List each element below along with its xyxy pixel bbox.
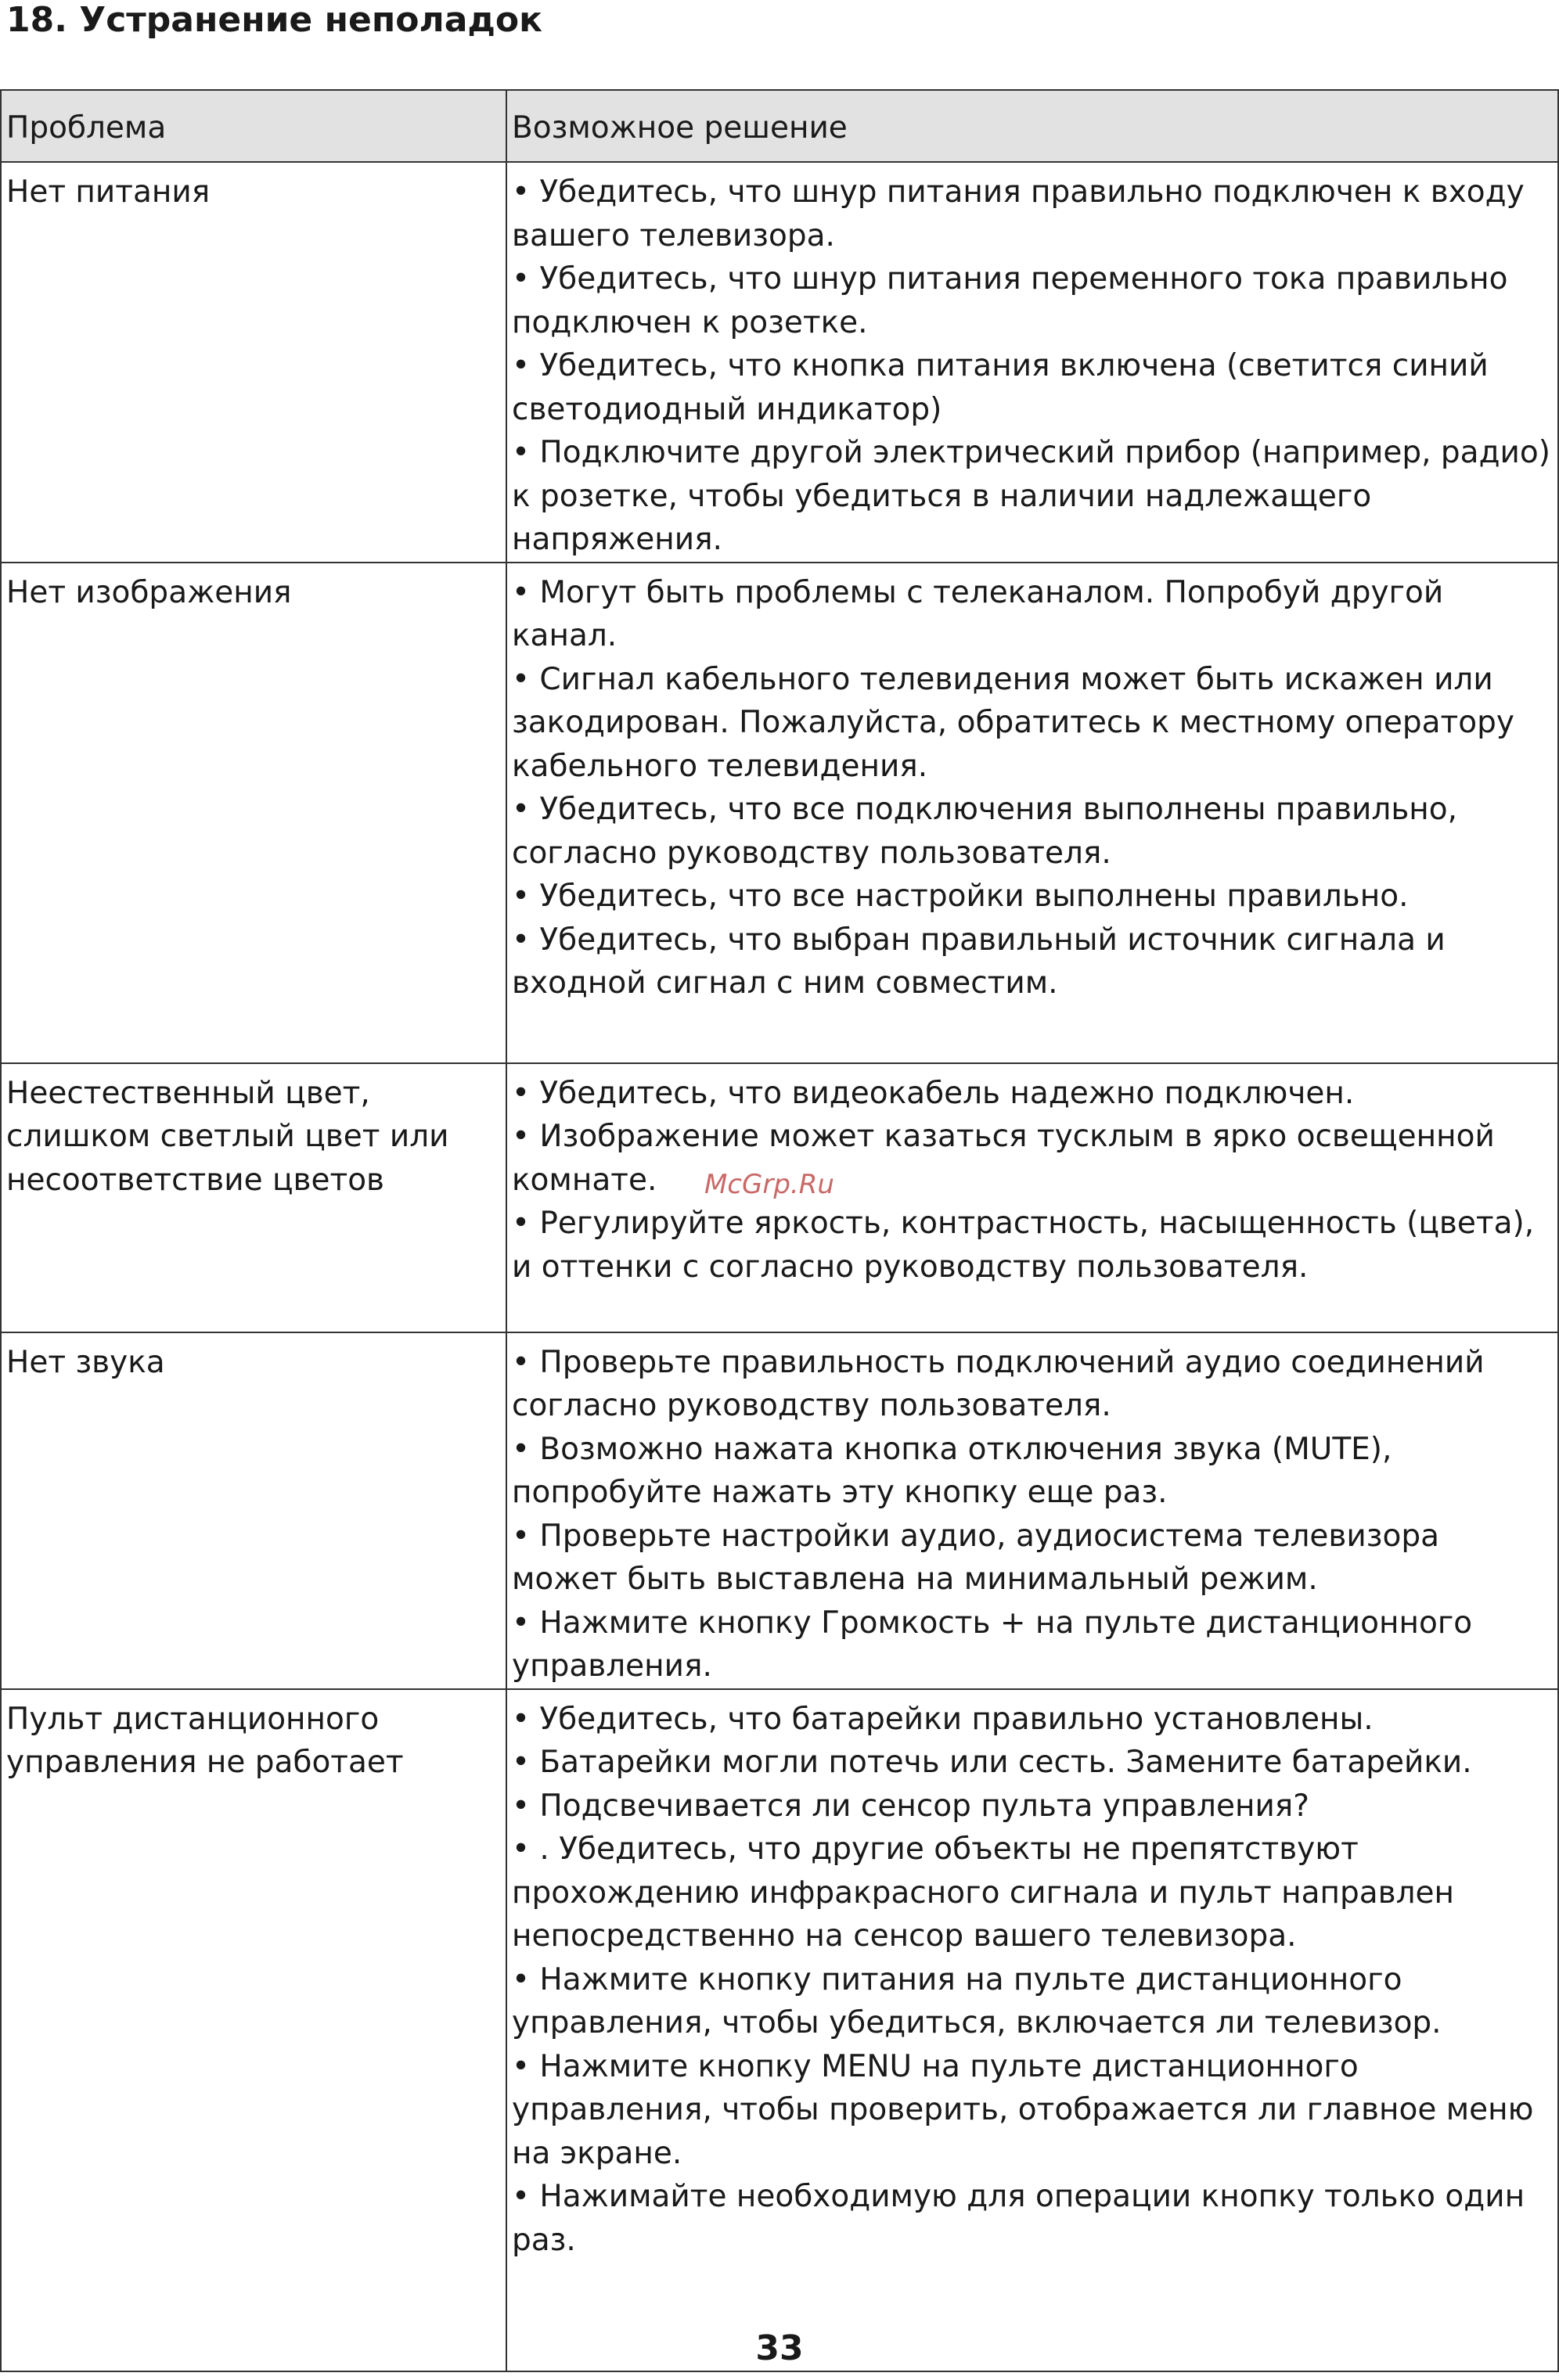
problem-cell: Нет звука: [1, 1332, 506, 1689]
page-number: 33: [755, 2328, 804, 2368]
solution-tip: • Батарейки могли потечь или сесть. Замените батарейки.: [512, 1745, 1472, 1780]
solution-tip: • Нажмите кнопку MENU на пульте дистанционного управления, чтобы проверить, отображается ли главное меню на экране.: [512, 2048, 1534, 2171]
solution-tip: • Возможно нажата кнопка отключения звука (MUTE), попробуйте нажать эту кнопку еще раз.: [512, 1431, 1392, 1510]
solution-cell: [506, 1689, 1558, 2371]
header-problem: Проблема: [1, 90, 506, 162]
watermark: McGrp.Ru: [704, 1169, 834, 1200]
solution-tip: • Сигнал кабельного телевидения может быть искажен или закодирован. Пожалуйста, обратитесь к местному оператору кабельного телевидения.: [512, 661, 1514, 784]
solution-tip: • Нажимайте необходимую для операции кнопку только один раз.: [512, 2179, 1525, 2258]
solution-tip: • Убедитесь, что кнопка питания включена (светится синий светодиодный индикатор): [512, 348, 1489, 427]
table-row: [1, 1689, 1558, 2371]
solution-tip: • Убедитесь, что выбран правильный источник сигнала и входной сигнал с ним совместим.: [512, 922, 1446, 1001]
troubleshooting-table: [0, 89, 1559, 2372]
solution-tip: • Убедитесь, что шнур питания переменного тока правильно подключен к розетке.: [512, 261, 1508, 340]
solution-tip: • Нажмите кнопку Громкость + на пульте дистанционного управления.: [512, 1605, 1473, 1684]
solution-tip: • Проверьте настройки аудио, аудиосистема телевизора может быть выставлена на минимальный режим.: [512, 1518, 1439, 1597]
solution-cell: [506, 1063, 1558, 1332]
problem-cell: Нет питания: [1, 162, 506, 563]
table-row: [1, 1332, 1558, 1689]
solution-cell: [506, 1332, 1558, 1689]
solution-tip: • Подключите другой электрический прибор (например, радио) к розетке, чтобы убедиться в наличии надлежащего напряжения.: [512, 435, 1550, 557]
solution-tip: • Убедитесь, что батарейки правильно установлены.: [512, 1701, 1374, 1737]
solution-tip: • Подсвечивается ли сенсор пульта управления?: [512, 1788, 1309, 1824]
problem-cell: Нет изображения: [1, 563, 506, 1063]
solution-tip: • . Убедитесь, что другие объекты не препятствуют прохождению инфракрасного сигнала и пульт направлен непосредственно на сенсор вашего телевизора.: [512, 1832, 1455, 1954]
problem-cell: Пульт дистанционного управления не работает: [1, 1689, 506, 2371]
header-solution: Возможное решение: [506, 90, 1558, 162]
page-title: 18. Устранение неполадок: [6, 0, 543, 40]
table-row: [1, 563, 1558, 1063]
solution-tip: • Регулируйте яркость, контрастность, насыщенность (цвета), и оттенки с согласно руководству пользователя.: [512, 1206, 1535, 1285]
problem-cell: Неестественный цвет, слишком светлый цвет или несоответствие цветов: [1, 1063, 506, 1332]
solution-tip: • Убедитесь, что видеокабель надежно подключен.: [512, 1075, 1355, 1111]
solution-tip: • Могут быть проблемы с телеканалом. Попробуй другой канал.: [512, 574, 1444, 653]
table-row: [1, 162, 1558, 563]
solution-tip: • Проверьте правильность подключений аудио соединений согласно руководству пользователя.: [512, 1344, 1485, 1423]
solution-tip: • Убедитесь, что шнур питания правильно подключен к входу вашего телевизора.: [512, 174, 1525, 253]
solution-cell: [506, 563, 1558, 1063]
solution-tip: • Убедитесь, что все настройки выполнены правильно.: [512, 879, 1409, 914]
solution-tip: • Изображение может казаться тусклым в ярко освещенной комнате.: [512, 1119, 1495, 1198]
solution-tip: • Нажмите кнопку питания на пульте дистанционного управления, чтобы убедиться, включается ли телевизор.: [512, 1961, 1442, 2040]
solution-tip: • Убедитесь, что все подключения выполнены правильно, согласно руководству пользователя.: [512, 792, 1458, 871]
table-header-row: [1, 90, 1558, 162]
solution-cell: [506, 162, 1558, 563]
